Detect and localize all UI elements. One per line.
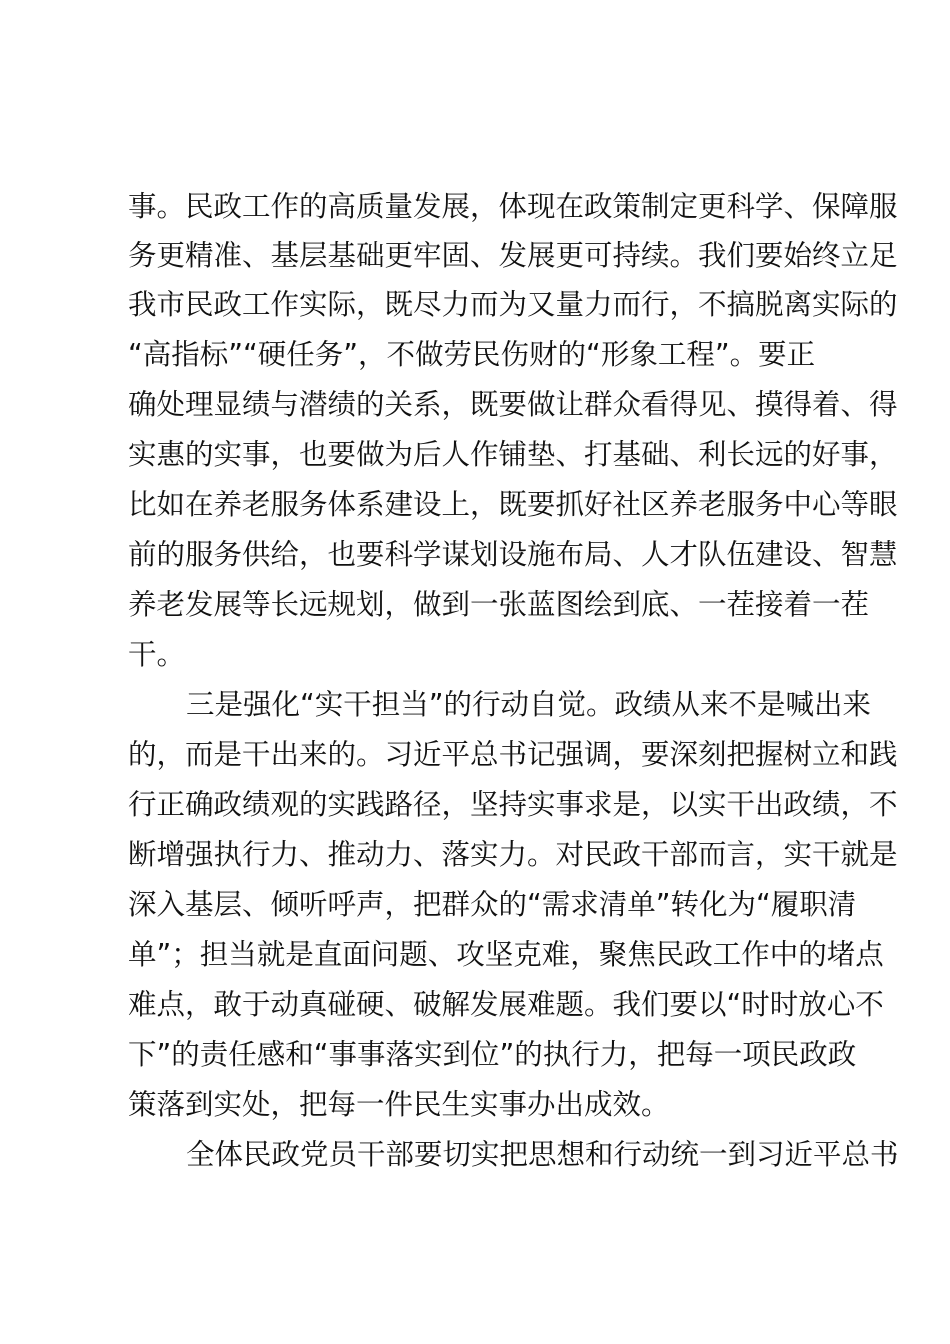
- text-line: 策落到实处，把每一件民生实事办出成效。: [128, 1088, 670, 1121]
- text-line: 深入基层、倾听呼声，把群众的“需求清单”转化为“履职清: [128, 888, 857, 921]
- text-line: 下”的责任感和“事事落实到位”的执行力，把每一项民政政: [128, 1038, 857, 1071]
- text-line: 难点，敢于动真碰硬、破解发展难题。我们要以“时时放心不: [128, 988, 884, 1021]
- text-line: 我市民政工作实际，既尽力而为又量力而行，不搞脱离实际的: [128, 288, 898, 321]
- text-line: 养老发展等长远规划，做到一张蓝图绘到底、一茬接着一茬: [128, 588, 870, 621]
- text-line: 前的服务供给，也要科学谋划设施布局、人才队伍建设、智慧: [128, 538, 898, 571]
- text-line: 行正确政绩观的实践路径，坚持实事求是，以实干出政绩，不: [128, 788, 898, 821]
- text-line: 实惠的实事，也要做为后人作铺垫、打基础、利长远的好事，: [128, 438, 898, 471]
- text-line: 单”；担当就是直面问题、攻坚克难，聚焦民政工作中的堵点: [128, 938, 884, 971]
- text-line: 比如在养老服务体系建设上，既要抓好社区养老服务中心等眼: [128, 488, 898, 521]
- text-line: 事。民政工作的高质量发展，体现在政策制定更科学、保障服: [128, 190, 898, 223]
- text-line: 的，而是干出来的。习近平总书记强调，要深刻把握树立和践: [128, 738, 898, 771]
- paragraph-start-line: 全体民政党员干部要切实把思想和行动统一到习近平总书: [186, 1138, 899, 1171]
- text-line: “高指标”“硬任务”，不做劳民伤财的“形象工程”。要正: [128, 338, 816, 371]
- paragraph-start-line: 三是强化“实干担当”的行动自觉。政绩从来不是喊出来: [186, 688, 872, 721]
- text-line: 务更精准、基层基础更牢固、发展更可持续。我们要始终立足: [128, 239, 898, 272]
- text-line: 干。: [128, 638, 186, 671]
- text-line: 断增强执行力、推动力、落实力。对民政干部而言，实干就是: [128, 838, 898, 871]
- text-line: 确处理显绩与潜绩的关系，既要做让群众看得见、摸得着、得: [128, 388, 898, 421]
